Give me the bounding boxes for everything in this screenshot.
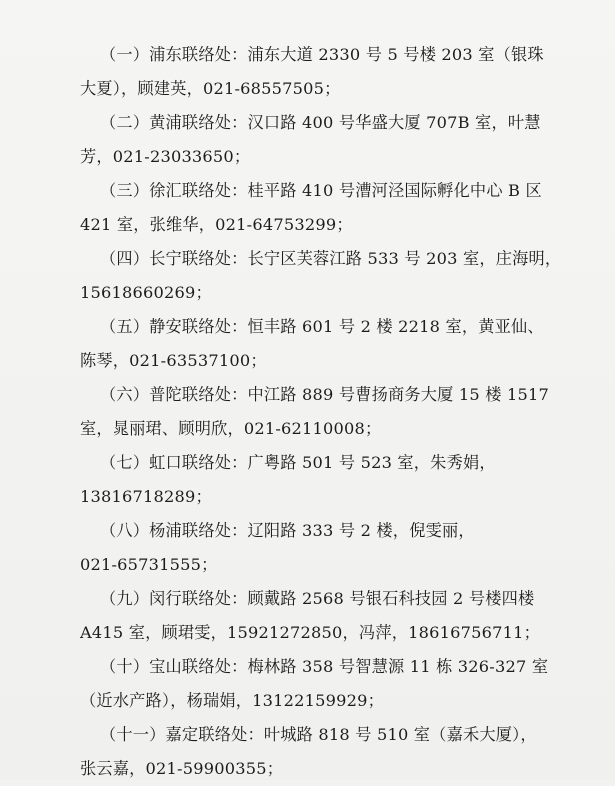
- entry-line: （一）浦东联络处：浦东大道 2330 号 5 号楼 203 室（银珠: [100, 45, 544, 64]
- entry-line: A415 室，顾珺雯，15921272850，冯萍，18616756711；: [80, 623, 540, 642]
- list-item: [82, 582, 592, 650]
- list-item: [82, 446, 592, 514]
- entry-line: （十）宝山联络处：梅林路 358 号智慧源 11 栋 326-327 室: [100, 657, 549, 676]
- entry-line: （七）虹口联络处：广粤路 501 号 523 室，朱秀娟，: [100, 453, 496, 472]
- entry-line: （五）静安联络处：恒丰路 601 号 2 楼 2218 室，黄亚仙、: [100, 317, 544, 336]
- list-item: [82, 106, 592, 174]
- entry-line: （九）闵行联络处：顾戴路 2568 号银石科技园 2 号楼四楼: [100, 589, 535, 608]
- entry-line: 芳，021-23033650；: [80, 147, 251, 166]
- entry-line: 陈琴，021-63537100；: [80, 351, 267, 370]
- list-item: [82, 174, 592, 242]
- entry-line: （三）徐汇联络处：桂平路 410 号漕河泾国际孵化中心 B 区: [100, 181, 542, 200]
- entry-line: 021-65731555；: [80, 555, 218, 574]
- entry-line: 13816718289；: [80, 487, 212, 506]
- entry-line: 421 室，张维华，021-64753299；: [80, 215, 353, 234]
- list-item: [82, 38, 592, 106]
- entry-line: （二）黄浦联络处：汉口路 400 号华盛大厦 707B 室，叶慧: [100, 113, 541, 132]
- entry-line: （十一）嘉定联络处：叶城路 818 号 510 室（嘉禾大厦），: [100, 725, 537, 744]
- entry-line: （六）普陀联络处：中江路 889 号曹扬商务大厦 15 楼 1517: [100, 385, 549, 404]
- list-item: [82, 650, 592, 718]
- contact-list: [82, 38, 592, 786]
- list-item: [82, 310, 592, 378]
- list-item: [82, 718, 592, 786]
- entry-line: 张云嘉，021-59900355；: [80, 759, 284, 778]
- list-item: [82, 514, 592, 582]
- entry-line: （四）长宁联络处：长宁区芙蓉江路 533 号 203 室，庄海明，: [100, 249, 562, 268]
- entry-line: 室，晁丽珺、顾明欣，021-62110008；: [80, 419, 382, 438]
- entry-line: （近水产路），杨瑞娟，13122159929；: [80, 691, 385, 710]
- entry-line: （八）杨浦联络处：辽阳路 333 号 2 楼，倪雯丽，: [100, 521, 475, 540]
- entry-line: 大夏），顾建英，021-68557505；: [80, 79, 341, 98]
- list-item: [82, 378, 592, 446]
- list-item: [82, 242, 592, 310]
- entry-line: 15618660269；: [80, 283, 212, 302]
